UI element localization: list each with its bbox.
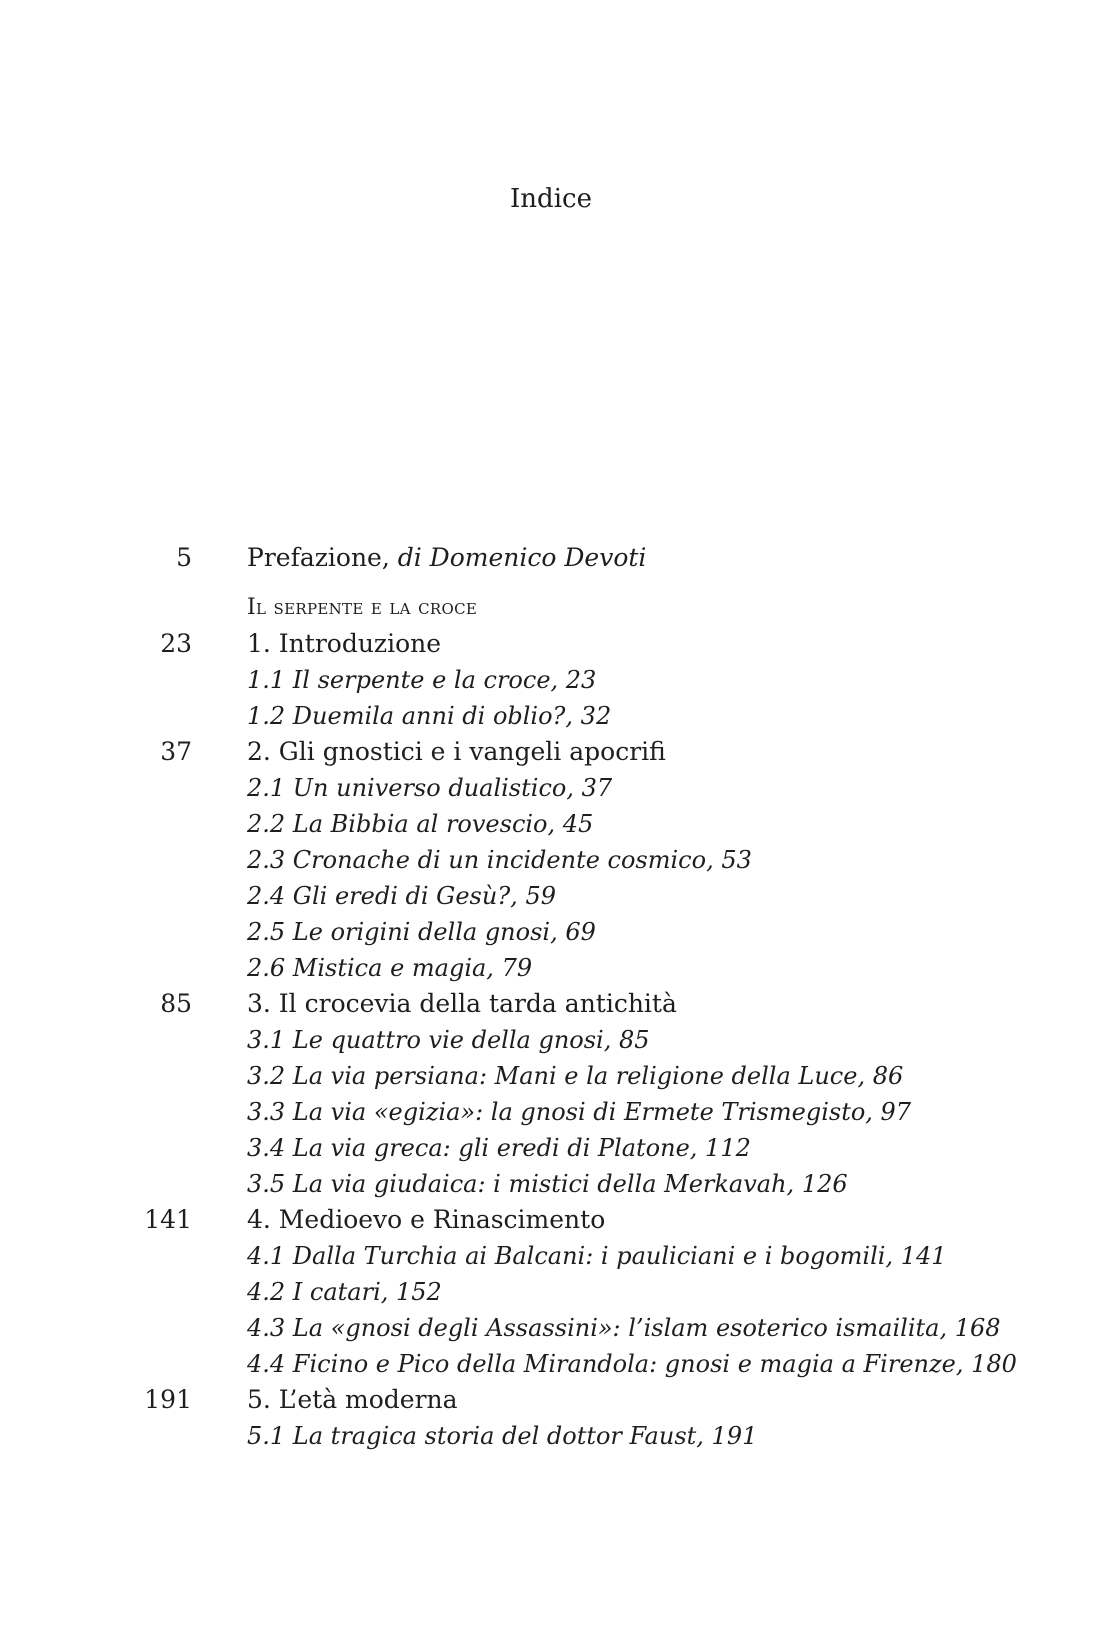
page-number: 37	[160, 737, 192, 766]
section-title: 4.4 Ficino e Pico della Mirandola: gnosi e magia a Firenze, 180	[247, 1350, 1017, 1378]
chapter-title: 5. L’età moderna	[247, 1385, 458, 1414]
toc-section-row	[0, 662, 1102, 698]
section-title: 1.2 Duemila anni di oblio?, 32	[247, 702, 612, 730]
page-number: 23	[160, 629, 192, 658]
toc-section-row	[0, 950, 1102, 986]
section-title: 2.4 Gli eredi di Gesù?, 59	[247, 882, 556, 910]
toc-section-row	[0, 1310, 1102, 1346]
toc-chapter-row	[0, 1382, 1102, 1418]
page-number: 191	[144, 1385, 192, 1414]
toc-section-row	[0, 1058, 1102, 1094]
section-title: 1.1 Il serpente e la croce, 23	[247, 666, 597, 694]
toc-section-row	[0, 806, 1102, 842]
page-number: 85	[160, 989, 192, 1018]
page-title: Indice	[510, 184, 592, 214]
section-title: 2.6 Mistica e magia, 79	[247, 954, 533, 982]
section-title: 2.3 Cronache di un incidente cosmico, 53	[247, 846, 752, 874]
section-title: 5.1 La tragica storia del dottor Faust, 191	[247, 1422, 758, 1450]
section-title: 2.2 La Bibbia al rovescio, 45	[247, 810, 594, 838]
toc-entries	[0, 626, 1102, 1454]
page-number: 141	[144, 1205, 192, 1234]
toc-section-row	[0, 1346, 1102, 1382]
section-title: 2.5 Le origini della gnosi, 69	[247, 918, 596, 946]
toc-section-row	[0, 1238, 1102, 1274]
chapter-title: 3. Il crocevia della tarda antichità	[247, 989, 677, 1018]
section-title: 3.3 La via «egizia»: la gnosi di Ermete Trismegisto, 97	[247, 1098, 912, 1126]
chapter-title: 1. Introduzione	[247, 629, 442, 658]
toc-section-row	[0, 1418, 1102, 1454]
table-of-contents	[0, 540, 1102, 1454]
chapter-title: 4. Medioevo e Rinascimento	[247, 1205, 606, 1234]
section-title: 2.1 Un universo dualistico, 37	[247, 774, 613, 802]
toc-section-row	[0, 1130, 1102, 1166]
toc-section-row	[0, 914, 1102, 950]
section-title: 3.2 La via persiana: Mani e la religione della Luce, 86	[247, 1062, 904, 1090]
preface-entry	[247, 540, 646, 576]
toc-section-row	[0, 770, 1102, 806]
toc-section-row	[0, 1094, 1102, 1130]
toc-chapter-row	[0, 626, 1102, 662]
toc-section-row	[0, 1166, 1102, 1202]
section-title: 4.2 I catari, 152	[247, 1278, 442, 1306]
toc-section-row	[0, 842, 1102, 878]
toc-chapter-row	[0, 734, 1102, 770]
part-title: Il serpente e la croce	[247, 595, 478, 620]
toc-preface-row	[0, 540, 1102, 576]
toc-part-row	[0, 590, 1102, 626]
toc-chapter-row	[0, 986, 1102, 1022]
toc-section-row	[0, 1274, 1102, 1310]
chapter-title: 2. Gli gnostici e i vangeli apocrifi	[247, 737, 666, 766]
section-title: 4.3 La «gnosi degli Assassini»: l’islam esoterico ismailita, 168	[247, 1314, 1001, 1342]
toc-chapter-row	[0, 1202, 1102, 1238]
preface-author: di Domenico Devoti	[397, 543, 647, 572]
section-title: 3.1 Le quattro vie della gnosi, 85	[247, 1026, 650, 1054]
section-title: 3.5 La via giudaica: i mistici della Merkavah, 126	[247, 1170, 848, 1198]
section-title: 3.4 La via greca: gli eredi di Platone, 112	[247, 1134, 751, 1162]
preface-title: Prefazione,	[247, 543, 398, 572]
toc-section-row	[0, 1022, 1102, 1058]
toc-section-row	[0, 878, 1102, 914]
section-title: 4.1 Dalla Turchia ai Balcani: i pauliciani e i bogomili, 141	[247, 1242, 947, 1270]
toc-section-row	[0, 698, 1102, 734]
page-number: 5	[176, 543, 192, 572]
